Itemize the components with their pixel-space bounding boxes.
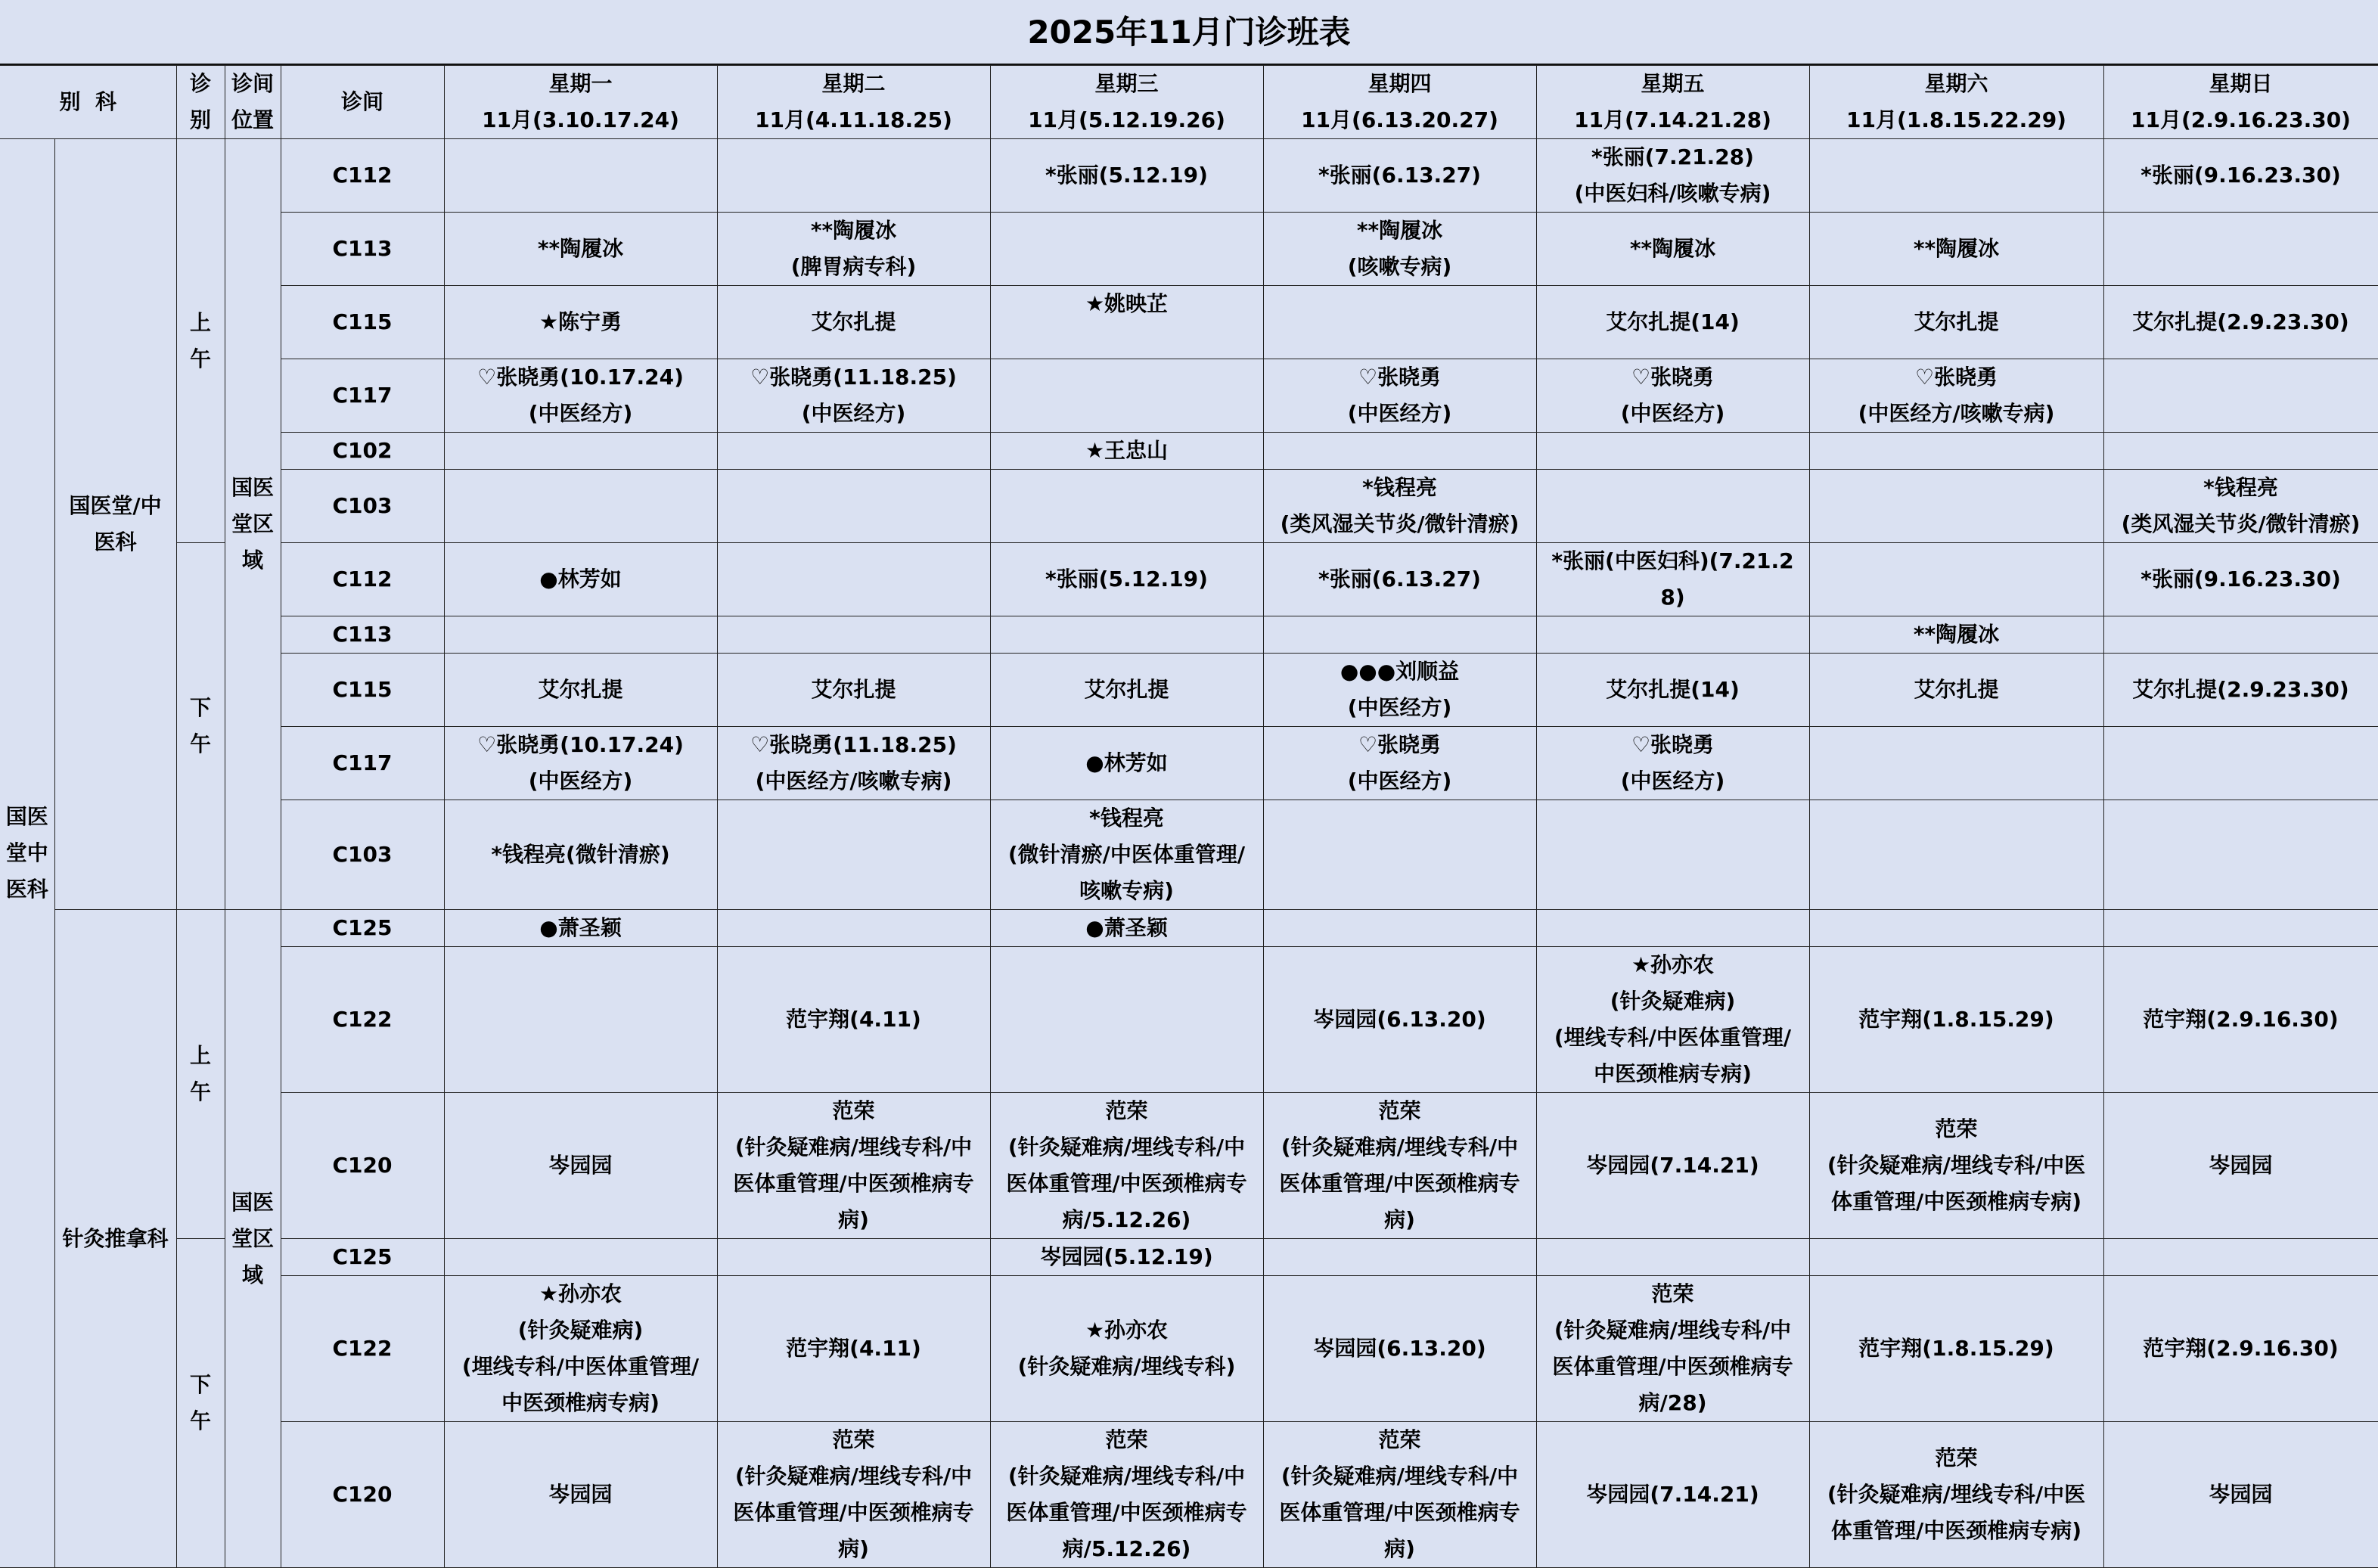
table-row [0,1422,2378,1568]
room-code: C117 [281,359,444,433]
doctor-entry: 医体重管理/中医颈椎病专 [733,1171,974,1196]
doctor-entry: (中医经方) [1347,695,1452,720]
schedule-cell-thu[interactable] [1263,727,1536,800]
doctor-entry: (中医经方) [528,401,633,426]
doctor-entry: ♡张晓勇 [1358,365,1442,390]
schedule-cell-sun[interactable] [2103,433,2378,470]
schedule-cell-sat[interactable] [1809,654,2103,727]
schedule-cell-sun[interactable] [2103,1093,2378,1239]
table-row [0,213,2378,286]
schedule-cell-thu[interactable] [1263,433,1536,470]
doctor-entry: ♡张晓勇(11.18.25) [750,732,957,757]
schedule-cell-tue[interactable] [717,543,990,616]
doctor-entry: (脾胃病专科) [790,254,917,279]
header-day-tue: 星期二 11月(4.11.18.25) [717,66,990,139]
doctor-entry: 艾尔扎提 [538,677,623,702]
doctor-entry: **陶履冰 [537,236,624,261]
table-row [0,947,2378,1093]
doctor-entry: (针灸疑难病) [1610,989,1736,1014]
schedule-cell-tue[interactable] [717,213,990,286]
location-tcm: 国医 堂区 域 [225,139,281,910]
room-code: C122 [281,1276,444,1422]
schedule-cell-wed[interactable] [990,433,1263,470]
schedule-cell-fri[interactable] [1536,433,1809,470]
schedule-cell-thu[interactable] [1263,654,1536,727]
doctor-entry: 范宇翔(2.9.16.30) [2143,1336,2339,1361]
table-row [0,470,2378,543]
schedule-cell-mon[interactable] [444,286,717,359]
schedule-cell-sun[interactable] [2103,1422,2378,1568]
doctor-entry: *钱程亮 [1362,475,1437,500]
schedule-cell-sun[interactable] [2103,359,2378,433]
schedule-cell-wed[interactable] [990,213,1263,286]
schedule-cell-wed[interactable] [990,910,1263,947]
schedule-cell-tue[interactable] [717,800,990,910]
schedule-cell-fri[interactable] [1536,1239,1809,1276]
schedule-cell-mon[interactable] [444,727,717,800]
doctor-entry: (埋线专科/中医体重管理/ [461,1354,700,1379]
doctor-entry: 艾尔扎提(2.9.23.30) [2132,677,2349,702]
schedule-cell-mon[interactable] [444,433,717,470]
room-code: C115 [281,286,444,359]
session-tcm-pm: 下 午 [176,543,225,910]
doctor-entry: *张丽(5.12.19) [1045,163,1208,188]
schedule-cell-wed[interactable] [990,286,1263,359]
doctor-entry: 岑园园(6.13.20) [1313,1336,1486,1361]
doctor-entry: 医体重管理/中医颈椎病专 [1279,1500,1520,1525]
schedule-cell-tue[interactable] [717,947,990,1093]
schedule-cell-thu[interactable] [1263,947,1536,1093]
schedule-cell-mon[interactable] [444,947,717,1093]
header-room: 诊间 [281,66,444,139]
schedule-cell-wed[interactable] [990,616,1263,654]
schedule-cell-mon[interactable] [444,1276,717,1422]
schedule-cell-tue[interactable] [717,1276,990,1422]
schedule-cell-thu[interactable] [1263,1422,1536,1568]
schedule-cell-mon[interactable] [444,910,717,947]
schedule-cell-mon[interactable] [444,1093,717,1239]
schedule-cell-thu[interactable] [1263,616,1536,654]
schedule-cell-tue[interactable] [717,1093,990,1239]
schedule-cell-tue[interactable] [717,286,990,359]
schedule-cell-sat[interactable] [1809,616,2103,654]
table-row [0,1093,2378,1239]
schedule-cell-sat[interactable] [1809,1093,2103,1239]
doctor-entry: (针灸疑难病/埋线专科/中 [734,1464,973,1489]
schedule-cell-wed[interactable] [990,543,1263,616]
doctor-entry: 病) [1384,1536,1415,1561]
schedule-cell-mon[interactable] [444,654,717,727]
doctor-entry: (中医经方/咳嗽专病) [755,768,952,793]
doctor-entry: *张丽(6.13.27) [1318,567,1481,591]
schedule-cell-sat[interactable] [1809,543,2103,616]
schedule-cell-sun[interactable] [2103,654,2378,727]
schedule-cell-wed[interactable] [990,654,1263,727]
doctor-entry: 岑园园(5.12.19) [1040,1244,1213,1269]
doctor-entry: 医体重管理/中医颈椎病专 [1006,1500,1247,1525]
session-acu-am: 上 午 [176,910,225,1239]
doctor-entry: 范荣 [832,1427,875,1452]
schedule-cell-sat[interactable] [1809,139,2103,213]
doctor-entry: **陶履冰 [1629,236,1716,261]
doctor-entry: 范荣 [1935,1116,1978,1141]
table-row [0,543,2378,616]
schedule-cell-sat[interactable] [1809,359,2103,433]
schedule-cell-fri[interactable] [1536,359,1809,433]
doctor-entry: **陶履冰 [1356,218,1443,243]
schedule-cell-tue[interactable] [717,139,990,213]
schedule-cell-fri[interactable] [1536,286,1809,359]
schedule-cell-sat[interactable] [1809,470,2103,543]
doctor-entry: 医体重管理/中医颈椎病专 [1552,1354,1793,1379]
header-day-mon: 星期一 11月(3.10.17.24) [444,66,717,139]
doctor-entry: ●林芳如 [1085,750,1168,775]
schedule-cell-wed[interactable] [990,1093,1263,1239]
doctor-entry: 范荣 [1378,1098,1421,1123]
schedule-cell-tue[interactable] [717,470,990,543]
doctor-entry: (微针清瘀/中医体重管理/ [1007,842,1246,867]
schedule-cell-thu[interactable] [1263,470,1536,543]
doctor-entry: ♡张晓勇 [1358,732,1442,757]
doctor-entry: 中医颈椎病专病) [1594,1061,1752,1086]
doctor-entry: 病/5.12.26) [1062,1536,1191,1561]
doctor-entry: ★孙亦农 [1085,1318,1169,1343]
schedule-cell-thu[interactable] [1263,359,1536,433]
session-tcm-am: 上 午 [176,139,225,543]
schedule-cell-mon[interactable] [444,213,717,286]
schedule-cell-mon[interactable] [444,800,717,910]
schedule-cell-sun[interactable] [2103,1239,2378,1276]
doctor-entry: *张丽(6.13.27) [1318,163,1481,188]
schedule-cell-wed[interactable] [990,1239,1263,1276]
schedule-cell-wed[interactable] [990,359,1263,433]
doctor-entry: 范荣 [832,1098,875,1123]
schedule-cell-sat[interactable] [1809,1422,2103,1568]
doctor-entry: 岑园园 [2209,1153,2273,1178]
header-session: 诊 别 [176,66,225,139]
doctor-entry: 病/5.12.26) [1062,1207,1191,1232]
doctor-entry: (中医妇科/咳嗽专病) [1574,181,1771,206]
table-row [0,139,2378,213]
schedule-cell-wed[interactable] [990,1276,1263,1422]
schedule-cell-fri[interactable] [1536,727,1809,800]
schedule-cell-sun[interactable] [2103,947,2378,1093]
doctor-entry: 病/28) [1638,1390,1707,1415]
header-day-sun: 星期日 11月(2.9.16.23.30) [2103,66,2378,139]
location-acu: 国医 堂区 域 [225,910,281,1568]
schedule-cell-fri[interactable] [1536,1093,1809,1239]
schedule-cell-mon[interactable] [444,1239,717,1276]
schedule-cell-sat[interactable] [1809,286,2103,359]
doctor-entry: (针灸疑难病/埋线专科/中 [734,1135,973,1160]
schedule-cell-sun[interactable] [2103,727,2378,800]
schedule-cell-sat[interactable] [1809,1276,2103,1422]
doctor-entry: (针灸疑难病) [517,1318,644,1343]
room-code: C120 [281,1422,444,1568]
room-code: C112 [281,139,444,213]
schedule-cell-mon[interactable] [444,470,717,543]
table-row [0,433,2378,470]
schedule-cell-sun[interactable] [2103,800,2378,910]
doctor-entry: *钱程亮(微针清瘀) [491,842,670,867]
schedule-cell-sun[interactable] [2103,616,2378,654]
schedule-cell-mon[interactable] [444,139,717,213]
doctor-entry: 岑园园 [548,1482,613,1507]
outer-dept-label: 国医 堂中 医科 [0,139,54,1568]
doctor-entry: 范荣 [1105,1098,1148,1123]
schedule-cell-fri[interactable] [1536,1276,1809,1422]
doctor-entry: 艾尔扎提(14) [1606,677,1740,702]
doctor-entry: 岑园园(6.13.20) [1313,1007,1486,1032]
room-code: C125 [281,910,444,947]
doctor-entry: 范宇翔(1.8.15.29) [1858,1007,2054,1032]
table-row [0,286,2378,359]
doctor-entry: ★孙亦农 [1631,952,1715,977]
doctor-entry: (中医经方) [528,768,633,793]
doctor-entry: ★陈宁勇 [539,309,622,334]
schedule-cell-thu[interactable] [1263,286,1536,359]
schedule-cell-wed[interactable] [990,947,1263,1093]
doctor-entry: 范荣 [1378,1427,1421,1452]
schedule-cell-sun[interactable] [2103,1276,2378,1422]
doctor-entry: *张丽(中医妇科)(7.21.28) [1551,548,1794,610]
doctor-entry: *张丽(7.21.28) [1591,144,1754,169]
room-code: C117 [281,727,444,800]
schedule-cell-tue[interactable] [717,616,990,654]
doctor-entry: (针灸疑难病/埋线专科/中医 [1827,1153,2086,1178]
schedule-cell-sat[interactable] [1809,800,2103,910]
doctor-entry: ★姚映芷 [1085,291,1169,316]
schedule-cell-fri[interactable] [1536,910,1809,947]
schedule-cell-fri[interactable] [1536,947,1809,1093]
schedule-cell-thu[interactable] [1263,213,1536,286]
doctor-entry: (埋线专科/中医体重管理/ [1554,1025,1792,1050]
doctor-entry: ♡张晓勇 [1914,365,1998,390]
doctor-entry: 咳嗽专病) [1079,878,1174,903]
dept-acupuncture: 针灸推拿科 [54,910,176,1568]
doctor-entry: 艾尔扎提 [1914,677,1999,702]
room-code: C112 [281,543,444,616]
doctor-entry: ●●●刘顺益 [1340,659,1460,684]
page-title: 2025年11月门诊班表 [0,0,2378,65]
doctor-entry: 范宇翔(4.11) [786,1336,921,1361]
schedule-cell-mon[interactable] [444,616,717,654]
room-code: C120 [281,1093,444,1239]
schedule-cell-fri[interactable] [1536,616,1809,654]
schedule-cell-sat[interactable] [1809,433,2103,470]
doctor-entry: (针灸疑难病/埋线专科/中医 [1827,1482,2086,1507]
header-dept: 别 科 [0,66,176,139]
header-day-fri: 星期五 11月(7.14.21.28) [1536,66,1809,139]
doctor-entry: (针灸疑难病/埋线专科/中 [1554,1318,1792,1343]
schedule-cell-tue[interactable] [717,910,990,947]
doctor-entry: 范宇翔(4.11) [786,1007,921,1032]
doctor-entry: ♡张晓勇(10.17.24) [477,365,684,390]
doctor-entry: ★孙亦农 [539,1281,622,1306]
doctor-entry: 病) [1384,1207,1415,1232]
doctor-entry: 岑园园(7.14.21) [1586,1482,1759,1507]
doctor-entry: (针灸疑难病/埋线专科) [1017,1354,1236,1379]
doctor-entry: 范荣 [1105,1427,1148,1452]
doctor-entry: 范荣 [1935,1445,1978,1470]
doctor-entry: 医体重管理/中医颈椎病专 [733,1500,974,1525]
doctor-entry: 范宇翔(2.9.16.30) [2143,1007,2339,1032]
room-code: C103 [281,800,444,910]
table-row [0,654,2378,727]
doctor-entry: 艾尔扎提 [811,677,896,702]
schedule-cell-thu[interactable] [1263,1276,1536,1422]
schedule-cell-thu[interactable] [1263,1239,1536,1276]
schedule-cell-fri[interactable] [1536,654,1809,727]
schedule-cell-tue[interactable] [717,359,990,433]
header-day-wed: 星期三 11月(5.12.19.26) [990,66,1263,139]
doctor-entry: 病) [838,1536,869,1561]
schedule-cell-tue[interactable] [717,654,990,727]
header-day-thu: 星期四 11月(6.13.20.27) [1263,66,1536,139]
schedule-cell-mon[interactable] [444,1422,717,1568]
dept-tcm: 国医堂/中 医科 [54,139,176,910]
schedule-cell-thu[interactable] [1263,543,1536,616]
doctor-entry: (中医经方/咳嗽专病) [1858,401,2055,426]
doctor-entry [994,322,1260,359]
doctor-entry: 艾尔扎提 [1084,677,1169,702]
table-row [0,1276,2378,1422]
header-day-sat: 星期六 11月(1.8.15.22.29) [1809,66,2103,139]
doctor-entry: *钱程亮 [1089,806,1164,831]
schedule-cell-wed[interactable] [990,470,1263,543]
doctor-entry: 体重管理/中医颈椎病专病) [1830,1518,2082,1543]
table-row [0,616,2378,654]
doctor-entry: *张丽(9.16.23.30) [2141,567,2341,591]
doctor-entry: **陶履冰 [1913,236,2000,261]
session-acu-pm: 下 午 [176,1239,225,1568]
doctor-entry: (针灸疑难病/埋线专科/中 [1007,1135,1246,1160]
table-row [0,727,2378,800]
doctor-entry: **陶履冰 [1913,622,2000,647]
doctor-entry: 岑园园(7.14.21) [1586,1153,1759,1178]
doctor-entry: ★王忠山 [1085,438,1169,463]
doctor-entry: ♡张晓勇 [1631,732,1715,757]
room-code: C113 [281,213,444,286]
schedule-cell-mon[interactable] [444,543,717,616]
table-row [0,910,2378,947]
room-code: C122 [281,947,444,1093]
schedule-table [0,65,2378,1568]
schedule-cell-tue[interactable] [717,727,990,800]
schedule-cell-wed[interactable] [990,139,1263,213]
room-code: C102 [281,433,444,470]
doctor-entry: (中医经方) [1620,401,1725,426]
doctor-entry: (中医经方) [1620,768,1725,793]
schedule-cell-thu[interactable] [1263,910,1536,947]
doctor-entry: ●林芳如 [539,567,622,591]
schedule-cell-fri[interactable] [1536,213,1809,286]
doctor-entry: (类风湿关节炎/微针清瘀) [1280,511,1520,536]
doctor-entry: 医体重管理/中医颈椎病专 [1006,1171,1247,1196]
doctor-entry: *钱程亮 [2203,475,2278,500]
table-row [0,800,2378,910]
room-code: C113 [281,616,444,654]
schedule-cell-tue[interactable] [717,1239,990,1276]
schedule-cell-fri[interactable] [1536,543,1809,616]
room-code: C103 [281,470,444,543]
doctor-entry: 艾尔扎提(2.9.23.30) [2132,309,2349,334]
schedule-cell-sun[interactable] [2103,286,2378,359]
doctor-entry: 医体重管理/中医颈椎病专 [1279,1171,1520,1196]
doctor-entry: ♡张晓勇(10.17.24) [477,732,684,757]
schedule-cell-fri[interactable] [1536,139,1809,213]
header-row [0,66,2378,139]
doctor-entry: (类风湿关节炎/微针清瘀) [2121,511,2361,536]
doctor-entry: 中医颈椎病专病) [501,1390,660,1415]
doctor-entry: 艾尔扎提(14) [1606,309,1740,334]
room-code: C125 [281,1239,444,1276]
doctor-entry: 岑园园 [548,1153,613,1178]
schedule-cell-sun[interactable] [2103,139,2378,213]
doctor-entry: 岑园园 [2209,1482,2273,1507]
doctor-entry: 艾尔扎提 [1914,309,1999,334]
schedule-cell-tue[interactable] [717,433,990,470]
doctor-entry: ♡张晓勇(11.18.25) [750,365,957,390]
doctor-entry: ♡张晓勇 [1631,365,1715,390]
schedule-cell-tue[interactable] [717,1422,990,1568]
table-row [0,359,2378,433]
schedule-cell-sat[interactable] [1809,947,2103,1093]
schedule-cell-thu[interactable] [1263,800,1536,910]
doctor-entry: *张丽(5.12.19) [1045,567,1208,591]
schedule-cell-sun[interactable] [2103,470,2378,543]
doctor-entry: 体重管理/中医颈椎病专病) [1830,1189,2082,1214]
schedule-cell-sat[interactable] [1809,727,2103,800]
schedule-cell-sun[interactable] [2103,543,2378,616]
doctor-entry: 范宇翔(1.8.15.29) [1858,1336,2054,1361]
doctor-entry: (中医经方) [1347,768,1452,793]
doctor-entry: (中医经方) [801,401,906,426]
schedule-cell-thu[interactable] [1263,1093,1536,1239]
doctor-entry: 范荣 [1651,1281,1694,1306]
room-code: C115 [281,654,444,727]
schedule-cell-sat[interactable] [1809,213,2103,286]
doctor-entry: (针灸疑难病/埋线专科/中 [1281,1135,1519,1160]
table-row [0,1239,2378,1276]
schedule-cell-wed[interactable] [990,1422,1263,1568]
schedule-cell-thu[interactable] [1263,139,1536,213]
schedule-cell-fri[interactable] [1536,1422,1809,1568]
schedule-cell-sun[interactable] [2103,213,2378,286]
schedule-cell-wed[interactable] [990,727,1263,800]
doctor-entry: *张丽(9.16.23.30) [2141,163,2341,188]
doctor-entry: (中医经方) [1347,401,1452,426]
schedule-cell-mon[interactable] [444,359,717,433]
doctor-entry: (针灸疑难病/埋线专科/中 [1281,1464,1519,1489]
schedule-cell-sat[interactable] [1809,1239,2103,1276]
doctor-entry: 艾尔扎提 [811,309,896,334]
schedule-cell-fri[interactable] [1536,800,1809,910]
doctor-entry: (针灸疑难病/埋线专科/中 [1007,1464,1246,1489]
doctor-entry: **陶履冰 [810,218,897,243]
doctor-entry: (咳嗽专病) [1347,254,1452,279]
schedule-cell-fri[interactable] [1536,470,1809,543]
doctor-entry: 病) [838,1207,869,1232]
header-location: 诊间 位置 [225,66,281,139]
schedule-cell-sun[interactable] [2103,910,2378,947]
doctor-entry: ●萧圣颖 [539,915,622,940]
schedule-cell-sat[interactable] [1809,910,2103,947]
doctor-entry: ●萧圣颖 [1085,915,1168,940]
schedule-cell-wed[interactable] [990,800,1263,910]
